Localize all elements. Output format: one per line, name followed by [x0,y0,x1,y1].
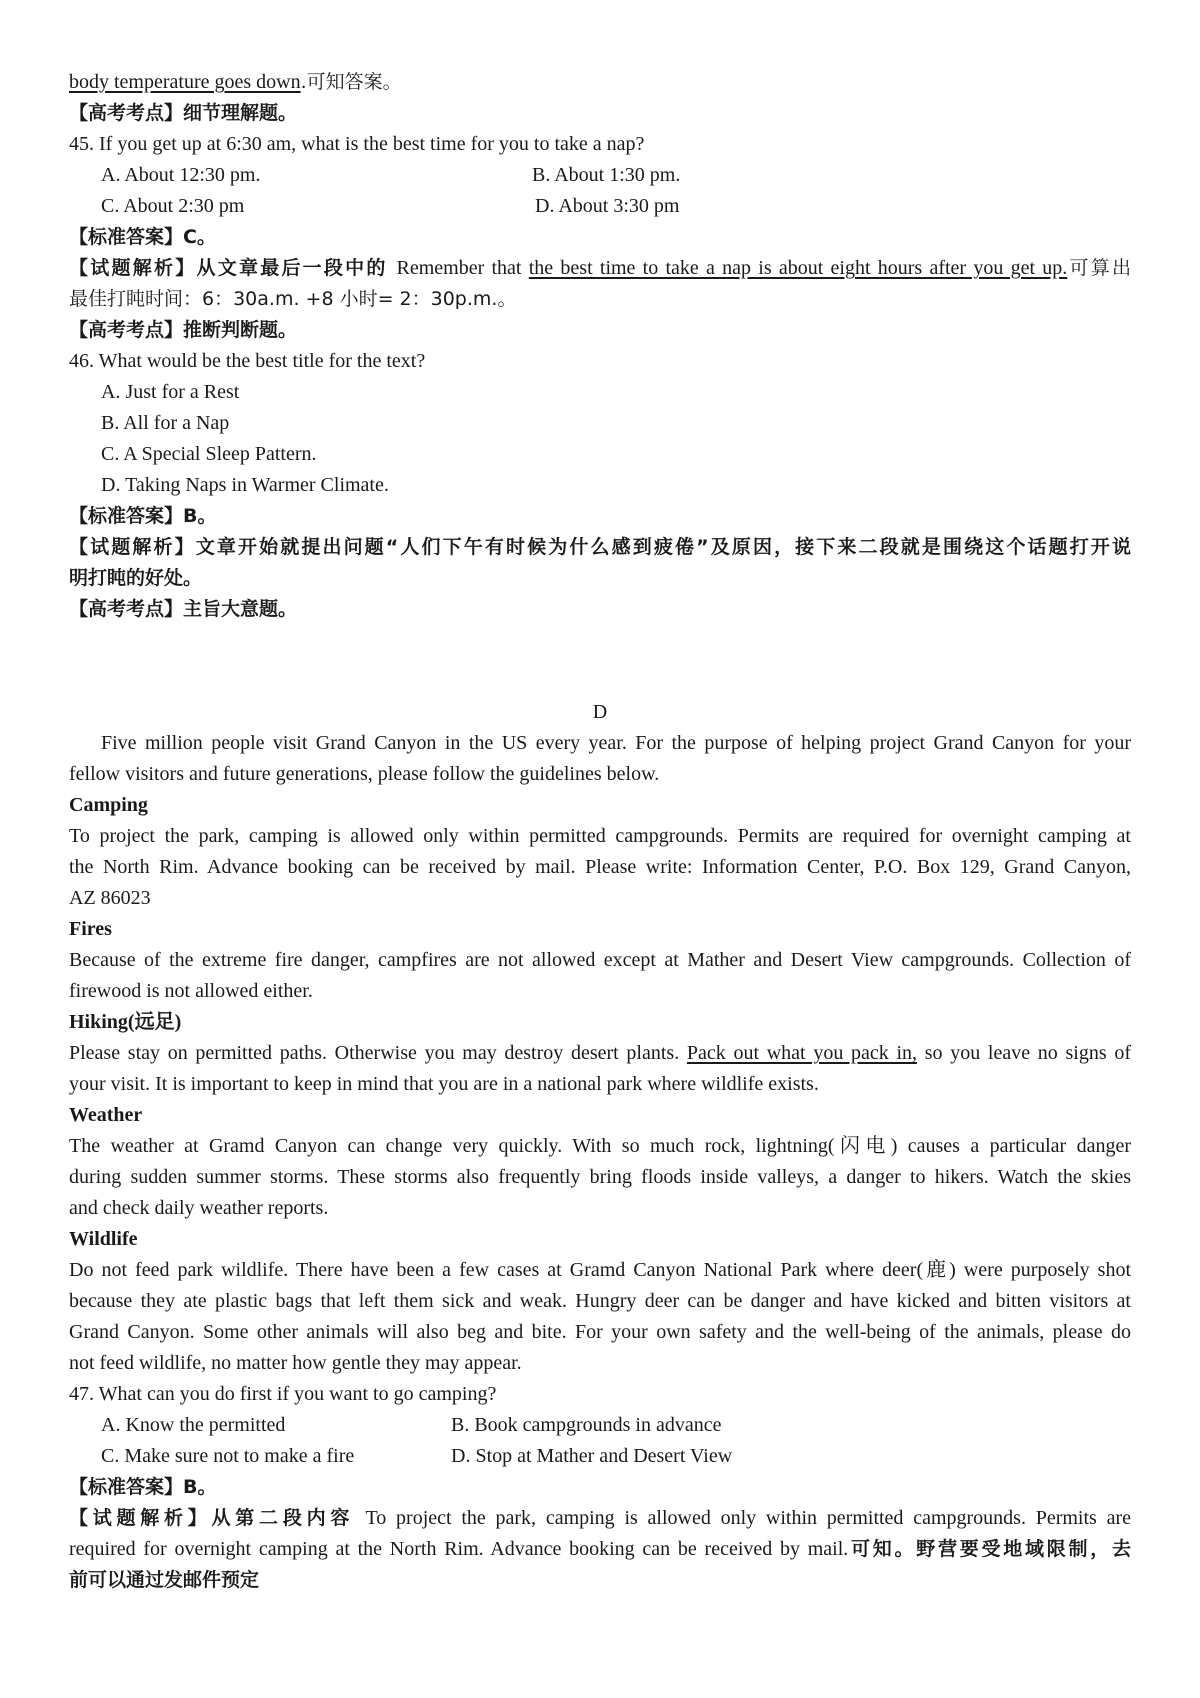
option-d: D. Taking Naps in Warmer Climate. [101,474,389,496]
option-d: D. About 3:30 pm [535,195,680,217]
exam-point: 【高考考点】主旨大意题。 [69,598,298,620]
text-line [69,66,1131,98]
passage-line: The weather at Gramd Canyon can change very quickly. With so much rock, lightning(闪电) causes a particular danger [69,1135,1131,1157]
underlined-text: Pack out what you pack in, [686,1042,918,1064]
option-row [101,159,1131,191]
option-row [101,1409,1131,1441]
text-span: 可知。野营要受地域限制，去 [848,1538,1131,1560]
passage-line: Because of the extreme fire danger, campfires are not allowed except at Mather and Desert View campgrounds. Collection of [69,949,1131,971]
passage-line: during sudden summer storms. These storms also frequently bring floods inside valleys, a danger to hikers. Watch the skies [69,1166,1131,1188]
text-span: Five million people visit Grand Canyon in the US every year. For the purpose of helping project Grand Canyon for your [101,732,1131,754]
text-span: 可算出 [1067,257,1131,279]
passage-line: the North Rim. Advance booking can be received by mail. Please write: Information Center, P.O. Box 129, Grand Canyon, [69,856,1131,878]
question-45: 45. If you get up at 6:30 am, what is the best time for you to take a nap? [69,133,645,155]
analysis-line: 前可以通过发邮件预定 [69,1569,260,1591]
exam-point: 【高考考点】细节理解题。 [69,102,298,124]
heading-hiking: Hiking(远足) [69,1011,182,1033]
heading-camping: Camping [69,794,148,816]
passage-line: because they ate plastic bags that left them sick and weak. Hungry deer can be danger and have kicked and bitten visitors at [69,1290,1131,1312]
option-a: A. About 12:30 pm. [101,164,261,186]
option-a: A. Just for a Rest [101,381,240,403]
analysis-line [69,252,1131,284]
text-span: Remember that [396,257,529,279]
option-b: B. About 1:30 pm. [532,164,681,186]
text-span: required for overnight camping at the North Rim. Advance booking can be received by mail. [69,1538,849,1560]
passage-line [69,727,1131,759]
option-row [101,1440,1131,1472]
option-a: A. Know the permitted [101,1414,286,1436]
passage-line: To project the park, camping is allowed only within permitted campgrounds. Permits are required for overnight camping at [69,825,1131,847]
option-b: B. Book campgrounds in advance [451,1414,722,1436]
analysis-label: 【试题解析】从文章最后一段中的 [69,257,397,279]
underlined-text: body temperature goes down [69,71,301,93]
passage-line: and check daily weather reports. [69,1197,329,1219]
passage-line: fellow visitors and future generations, please follow the guidelines below. [69,763,660,785]
analysis-line [69,1502,1131,1534]
option-c: C. Make sure not to make a fire [101,1445,355,1467]
analysis-line: 明打盹的好处。 [69,567,203,589]
analysis-line [69,1533,1131,1565]
passage-line: firewood is not allowed either. [69,980,313,1002]
question-46: 46. What would be the best title for the text? [69,350,426,372]
section-letter: D [592,701,608,723]
option-c: C. A Special Sleep Pattern. [101,443,317,465]
passage-line: AZ 86023 [69,887,151,909]
text-span: .可知答案。 [300,71,402,93]
option-row [101,190,1131,222]
analysis-label: 【试题解析】从第二段内容 [69,1507,366,1529]
underlined-text: the best time to take a nap is about eight hours after you get up. [528,257,1068,279]
passage-line: Do not feed park wildlife. There have been a few cases at Gramd Canyon National Park where deer(鹿) were purposely shot [69,1259,1131,1281]
text-span: Please stay on permitted paths. Otherwise you may destroy desert plants. [69,1042,687,1064]
heading-wildlife: Wildlife [69,1228,138,1250]
passage-line [69,1037,1131,1069]
analysis-line: 【试题解析】文章开始就提出问题“人们下午有时候为什么感到疲倦”及原因，接下来二段就是围绕这个话题打开说 [69,536,1131,558]
passage-line: Grand Canyon. Some other animals will also beg and bite. For your own safety and the well-being of the animals, please do [69,1321,1131,1343]
option-d: D. Stop at Mather and Desert View [451,1445,733,1467]
standard-answer: 【标准答案】B。 [69,1476,217,1498]
text-span: To project the park, camping is allowed only within permitted campgrounds. Permits are [365,1507,1131,1529]
exam-point: 【高考考点】推断判断题。 [69,319,298,341]
heading-weather: Weather [69,1104,143,1126]
passage-line: your visit. It is important to keep in mind that you are in a national park where wildlife exists. [69,1073,819,1095]
question-47: 47. What can you do first if you want to go camping? [69,1383,497,1405]
heading-fires: Fires [69,918,112,940]
analysis-line: 最佳打盹时间：6：30a.m. +8 小时= 2：30p.m.。 [69,288,517,310]
text-span: so you leave no signs of [917,1042,1131,1064]
passage-line: not feed wildlife, no matter how gentle they may appear. [69,1352,522,1374]
standard-answer: 【标准答案】C。 [69,226,216,248]
option-b: B. All for a Nap [101,412,230,434]
option-c: C. About 2:30 pm [101,195,245,217]
standard-answer: 【标准答案】B。 [69,505,217,527]
